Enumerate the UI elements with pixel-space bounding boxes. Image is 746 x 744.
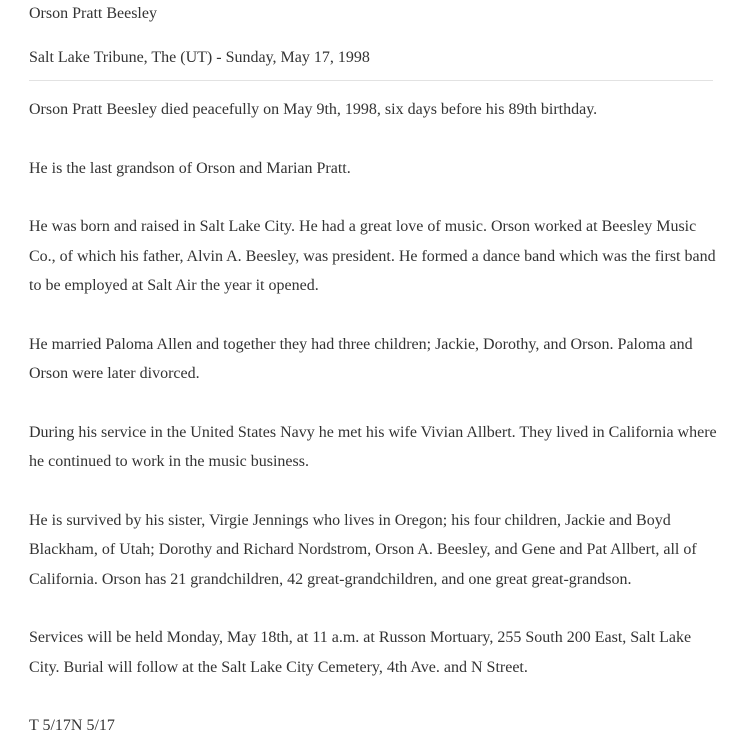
paragraph-navy-service: During his service in the United States Navy he met his wife Vivian Allbert. They lived in California where he continued to work in the music business. — [29, 423, 717, 470]
paragraph-death-notice: Orson Pratt Beesley died peacefully on May 9th, 1998, six days before his 89th birthday. — [29, 101, 598, 118]
paragraph-early-life: He was born and raised in Salt Lake City. He had a great love of music. Orson worked at Beesley Music Co., of which his father, Alvin A. Beesley, was president. He formed a dance band which was the first band to be employed at Salt Air the year it opened. — [29, 218, 716, 294]
paragraph-survivors: He is survived by his sister, Virgie Jennings who lives in Oregon; his four children, Jackie and Boyd Blackham, of Utah; Dorothy and Richard Nordstrom, Orson A. Beesley, and Gene and Pat Allbert, all of California. Orson has 21 grandchildren, 42 great-grandchildren, and one great great-grandson. — [29, 511, 697, 588]
publication-source-line: Salt Lake Tribune, The (UT) - Sunday, May 17, 1998 — [29, 49, 370, 66]
paragraph-lineage: He is the last grandson of Orson and Marian Pratt. — [29, 159, 351, 177]
paragraph-services: Services will be held Monday, May 18th, at 11 a.m. at Russon Mortuary, 255 South 200 East, Salt Lake City. Burial will follow at the Salt Lake City Cemetery, 4th Ave. and N Street. — [29, 629, 692, 676]
paragraph-publication-code: T 5/17N 5/17 — [29, 717, 115, 734]
obituary-body — [29, 95, 719, 741]
obituary-title: Orson Pratt Beesley — [29, 5, 157, 22]
header-divider — [29, 80, 713, 81]
paragraph-first-marriage: He married Paloma Allen and together they had three children; Jackie, Dorothy, and Orson. Paloma and Orson were later divorced. — [29, 335, 693, 382]
